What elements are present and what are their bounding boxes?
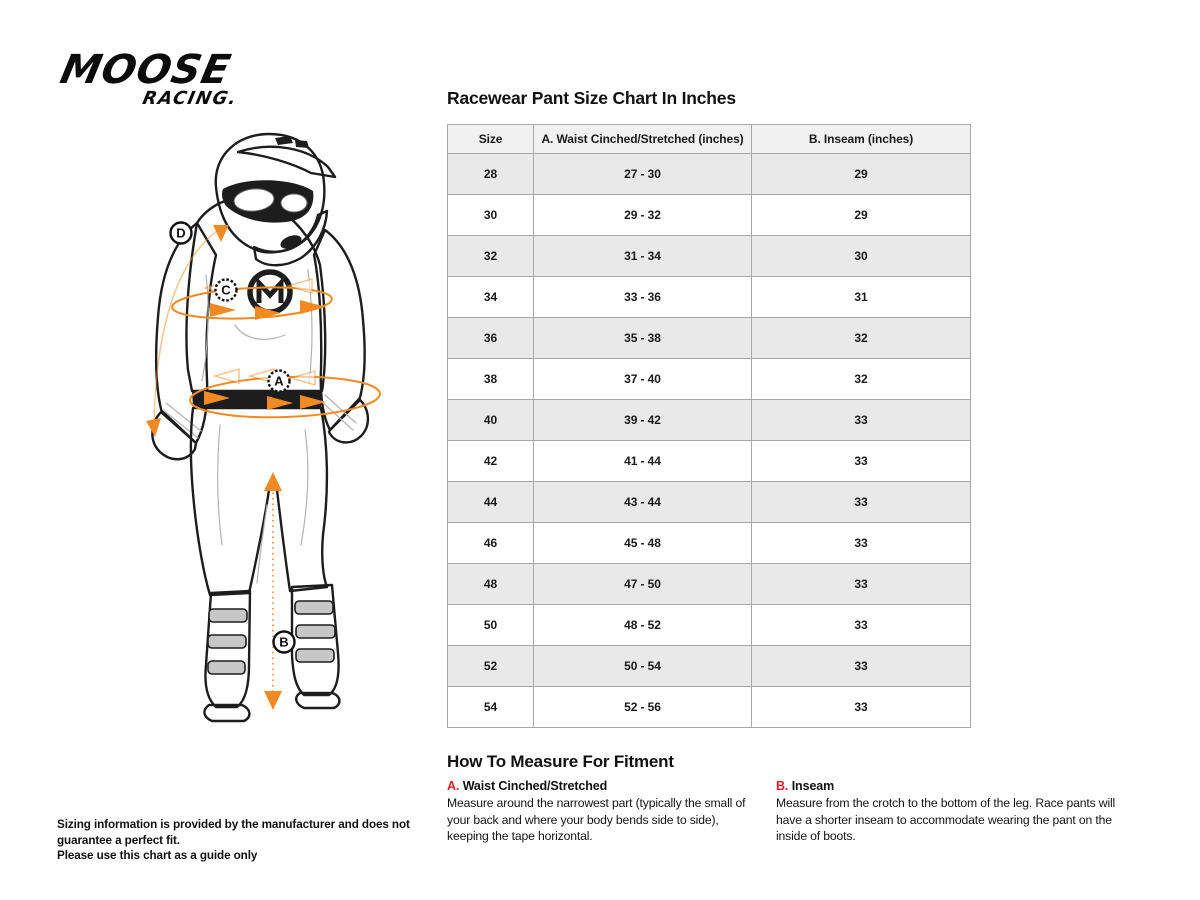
moose-racing-logo xyxy=(56,47,257,109)
svg-text:B: B xyxy=(279,634,289,650)
table-row xyxy=(448,277,971,318)
column-header-size: Size xyxy=(448,125,534,154)
table-cell: 50 xyxy=(448,605,534,646)
table-row xyxy=(448,154,971,195)
table-cell: 31 - 34 xyxy=(534,236,752,277)
label-a-waist xyxy=(269,371,290,392)
table-cell: 45 - 48 xyxy=(534,523,752,564)
table-cell: 42 xyxy=(448,441,534,482)
table-cell: 32 xyxy=(752,359,971,400)
table-cell: 38 xyxy=(448,359,534,400)
table-row xyxy=(448,687,971,728)
table-cell: 32 xyxy=(448,236,534,277)
table-cell: 47 - 50 xyxy=(534,564,752,605)
table-cell: 33 xyxy=(752,523,971,564)
table-cell: 48 - 52 xyxy=(534,605,752,646)
measure-section-waist xyxy=(447,779,752,845)
table-cell: 33 xyxy=(752,482,971,523)
table-cell: 34 xyxy=(448,277,534,318)
table-row xyxy=(448,400,971,441)
table-cell: 52 xyxy=(448,646,534,687)
table-cell: 30 xyxy=(448,195,534,236)
table-row xyxy=(448,441,971,482)
size-chart-table xyxy=(447,124,971,728)
label-d-sleeve xyxy=(171,223,192,244)
table-cell: 43 - 44 xyxy=(534,482,752,523)
measure-section-heading xyxy=(776,779,1126,793)
table-row xyxy=(448,646,971,687)
table-cell: 48 xyxy=(448,564,534,605)
table-cell: 28 xyxy=(448,154,534,195)
label-b-inseam xyxy=(274,632,295,653)
table-row xyxy=(448,605,971,646)
table-header-row xyxy=(448,125,971,154)
table-cell: 33 xyxy=(752,564,971,605)
table-cell: 52 - 56 xyxy=(534,687,752,728)
table-cell: 30 xyxy=(752,236,971,277)
measure-description-waist: Measure around the narrowest part (typically the small of your back and where your body bends side to side), keeping the tape horizontal. xyxy=(447,796,746,843)
rider-pants xyxy=(191,408,327,595)
table-cell: 41 - 44 xyxy=(534,441,752,482)
disclaimer-line-2: Please use this chart as a guide only xyxy=(57,849,258,862)
measure-section-heading xyxy=(447,779,752,793)
logo-wordmark: MOOSE xyxy=(56,47,236,93)
table-cell: 31 xyxy=(752,277,971,318)
measurement-overlays xyxy=(146,225,381,710)
table-row xyxy=(448,564,971,605)
measure-name-inseam: Inseam xyxy=(791,779,835,793)
table-row xyxy=(448,482,971,523)
table-cell: 33 xyxy=(752,605,971,646)
table-cell: 33 - 36 xyxy=(534,277,752,318)
table-row xyxy=(448,195,971,236)
measure-section-inseam xyxy=(776,779,1126,845)
table-cell: 39 - 42 xyxy=(534,400,752,441)
measure-description-inseam: Measure from the crotch to the bottom of the leg. Race pants will have a shorter inseam to accommodate wearing the pant on the inside of boots. xyxy=(776,796,1116,843)
table-row xyxy=(448,359,971,400)
table-cell: 29 xyxy=(752,195,971,236)
rider-arms xyxy=(152,223,368,459)
table-cell: 29 xyxy=(752,154,971,195)
column-header-inseam: B. Inseam (inches) xyxy=(752,125,971,154)
svg-text:A: A xyxy=(274,373,284,389)
table-cell: 44 xyxy=(448,482,534,523)
measure-letter-b: B. xyxy=(776,779,789,793)
table-cell: 27 - 30 xyxy=(534,154,752,195)
table-cell: 35 - 38 xyxy=(534,318,752,359)
measure-name-waist: Waist Cinched/Stretched xyxy=(462,779,608,793)
table-cell: 33 xyxy=(752,441,971,482)
svg-text:D: D xyxy=(176,225,186,241)
table-cell: 54 xyxy=(448,687,534,728)
rider-illustration xyxy=(70,125,390,725)
table-cell: 50 - 54 xyxy=(534,646,752,687)
table-cell: 29 - 32 xyxy=(534,195,752,236)
column-header-waist: A. Waist Cinched/Stretched (inches) xyxy=(534,125,752,154)
table-cell: 40 xyxy=(448,400,534,441)
sizing-disclaimer xyxy=(57,817,457,864)
table-cell: 36 xyxy=(448,318,534,359)
table-row xyxy=(448,523,971,564)
disclaimer-line-1: Sizing information is provided by the manufacturer and does not guarantee a perfect fit. xyxy=(57,818,410,847)
jersey-moose-logo xyxy=(250,272,290,312)
table-row xyxy=(448,318,971,359)
how-to-measure-title: How To Measure For Fitment xyxy=(447,752,674,771)
size-chart-title: Racewear Pant Size Chart In Inches xyxy=(447,88,736,108)
svg-text:C: C xyxy=(221,282,231,298)
table-cell: 33 xyxy=(752,400,971,441)
table-cell: 33 xyxy=(752,646,971,687)
table-row xyxy=(448,236,971,277)
table-cell: 37 - 40 xyxy=(534,359,752,400)
size-table-body xyxy=(448,154,971,728)
table-cell: 46 xyxy=(448,523,534,564)
table-cell: 32 xyxy=(752,318,971,359)
label-c-chest xyxy=(216,280,237,301)
table-cell: 33 xyxy=(752,687,971,728)
logo-subtitle: RACING. xyxy=(140,88,240,109)
measure-letter-a: A. xyxy=(447,779,460,793)
